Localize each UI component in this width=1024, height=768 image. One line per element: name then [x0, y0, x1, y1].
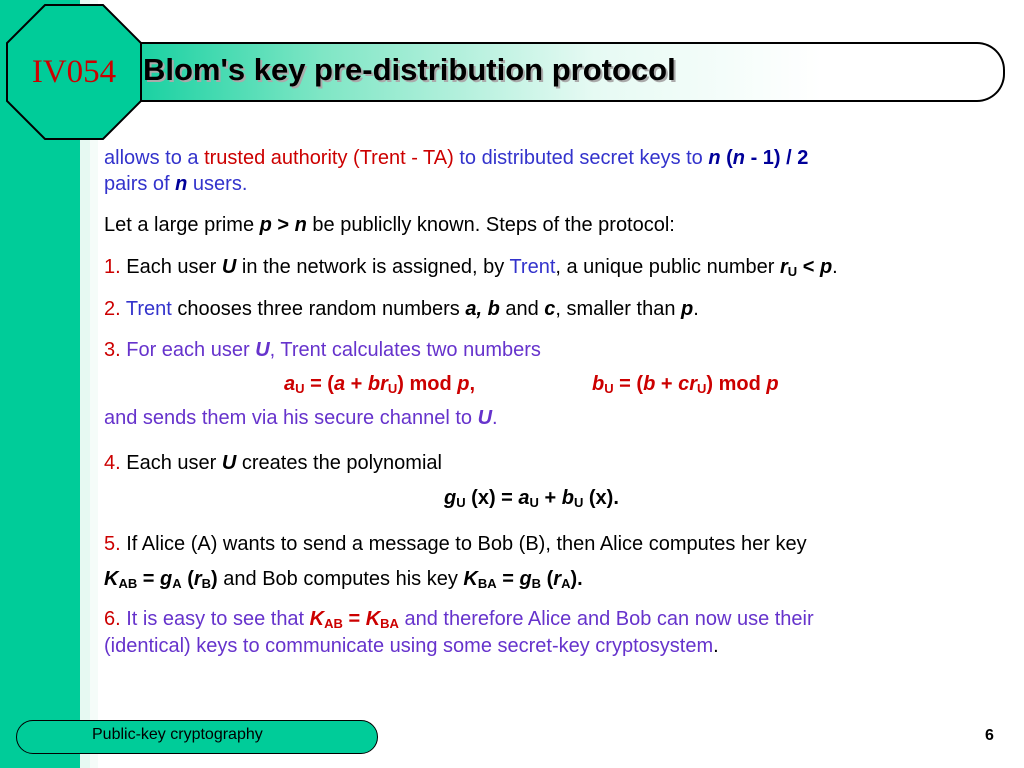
subscript: BA: [477, 576, 497, 591]
step-text: Each user: [120, 256, 222, 278]
var-r: r: [689, 373, 697, 395]
course-code: IV054: [31, 53, 117, 90]
intro-line-1: [104, 147, 808, 170]
var-p: p: [766, 373, 779, 395]
var-b: b: [367, 373, 381, 395]
var-n: n: [708, 147, 721, 169]
var-u: U: [221, 452, 237, 474]
var-g: g: [519, 568, 532, 590]
eq: = (: [613, 373, 644, 395]
gt-sign: >: [271, 214, 295, 236]
step-number: 6.: [104, 608, 121, 630]
paren-open-2: (: [720, 147, 733, 169]
subscript: U: [387, 381, 398, 396]
period: .: [492, 407, 498, 429]
step-text: If Alice (A) wants to send a message to Bob (B), then Alice computes her key: [120, 533, 807, 555]
step-number: 1.: [104, 256, 121, 278]
var-k: K: [309, 608, 325, 630]
subscript: U: [697, 381, 707, 396]
eq: =: [137, 568, 161, 590]
formula-tail: - 1) / 2: [745, 147, 809, 169]
subscript: U: [604, 381, 614, 396]
var-k: K: [365, 608, 381, 630]
var-p: p: [259, 214, 272, 236]
var-u: U: [221, 256, 237, 278]
step-text: and Bob computes his key: [217, 568, 464, 590]
step-text: and sends them via his secure channel to: [104, 407, 478, 429]
paren-open: (: [181, 568, 194, 590]
var-k: K: [463, 568, 478, 590]
var-n: n: [294, 214, 307, 236]
period: .: [832, 256, 838, 278]
step-5: [104, 533, 807, 556]
step-text: (identical) keys to communicate using some secret-key cryptosystem: [104, 635, 714, 657]
trent-text: Trent: [509, 256, 556, 278]
subscript: AB: [324, 616, 343, 631]
var-n: n: [175, 173, 188, 195]
slide-title: Blom's key pre-distribution protocol: [143, 52, 676, 87]
var-n: n: [732, 147, 746, 169]
users-text: users.: [187, 173, 248, 195]
polynomial-formula: [444, 487, 619, 510]
var-b: b: [561, 487, 574, 509]
var-k: K: [104, 568, 119, 590]
course-logo: [5, 3, 143, 141]
var-p: p: [457, 373, 470, 395]
var-b: b: [592, 373, 605, 395]
comma: ,: [469, 373, 476, 395]
var-ab: a, b: [465, 298, 500, 320]
trent-ta-text: Trent - TA: [359, 147, 448, 169]
plus: +: [345, 373, 368, 395]
paren-open: (: [541, 568, 554, 590]
step-text: in the network is assigned, by: [236, 256, 510, 278]
var-r: r: [380, 373, 388, 395]
subscript: B: [531, 576, 542, 591]
period: .: [693, 298, 699, 320]
var-c: c: [678, 373, 690, 395]
subscript: AB: [118, 576, 138, 591]
step-text: , smaller than: [555, 298, 681, 320]
step-text: , Trent calculates two numbers: [269, 339, 541, 361]
step-5-keys-line: [104, 568, 583, 591]
subscript: BA: [380, 616, 399, 631]
intro-text-2: to distributed secret keys to: [453, 147, 709, 169]
step-number: 4.: [104, 452, 121, 474]
eq: = (: [304, 373, 334, 395]
var-u: U: [255, 339, 270, 361]
page-number: 6: [985, 727, 994, 744]
step-text: , a unique public number: [555, 256, 780, 278]
paren-open: (: [347, 147, 360, 169]
var-r: r: [193, 568, 202, 590]
step-6: [104, 608, 814, 631]
var-c: c: [544, 298, 556, 320]
step-2: [104, 298, 699, 321]
intro-line-2: [104, 173, 247, 196]
paren-close: ): [447, 147, 454, 169]
eq: =: [496, 568, 520, 590]
step-3-send-line: [104, 407, 498, 430]
formula-part: (x).: [583, 487, 619, 509]
step-text: and therefore Alice and Bob can now use their: [398, 608, 814, 630]
formula-b: [592, 373, 779, 396]
paren-close: ): [211, 568, 218, 590]
eq: =: [342, 608, 366, 630]
step-number: 5.: [104, 533, 121, 555]
period: .: [713, 635, 719, 657]
prime-line: [104, 214, 675, 237]
var-a: a: [518, 487, 530, 509]
step-number: 2.: [104, 298, 121, 320]
var-g: g: [160, 568, 173, 590]
var-p: p: [819, 256, 833, 278]
subscript: U: [456, 495, 466, 510]
and-text: and: [499, 298, 545, 320]
step-text: It is easy to see that: [120, 608, 310, 630]
formula-part: (x) =: [465, 487, 519, 509]
subscript: U: [295, 381, 305, 396]
prime-text-2: be publiclly known. Steps of the protocol:: [306, 214, 675, 236]
var-b: b: [643, 373, 656, 395]
trusted-authority-text: trusted authority: [204, 147, 348, 169]
step-number: 3.: [104, 339, 121, 361]
footer-label: Public-key cryptography: [92, 726, 263, 743]
var-r: r: [779, 256, 788, 278]
step-text: chooses three random numbers: [171, 298, 466, 320]
step-1: [104, 256, 838, 279]
lt-sign: <: [797, 256, 820, 278]
paren-close: ).: [570, 568, 583, 590]
mod-text: ) mod: [397, 373, 458, 395]
step-text: For each user: [120, 339, 256, 361]
plus: +: [655, 373, 679, 395]
var-g: g: [444, 487, 457, 509]
step-4: [104, 452, 442, 475]
var-p: p: [681, 298, 694, 320]
var-a: a: [284, 373, 296, 395]
subscript: B: [201, 576, 212, 591]
intro-text: allows to a: [104, 147, 205, 169]
step-6-line-2: [104, 635, 719, 658]
pairs-text: pairs of: [104, 173, 176, 195]
plus: +: [538, 487, 562, 509]
var-u: U: [477, 407, 493, 429]
var-a: a: [333, 373, 346, 395]
var-r: r: [553, 568, 562, 590]
step-text: creates the polynomial: [236, 452, 442, 474]
subscript: U: [787, 264, 798, 279]
subscript: A: [561, 576, 571, 591]
prime-text: Let a large prime: [104, 214, 260, 236]
step-text: Each user: [120, 452, 222, 474]
subscript: U: [573, 495, 584, 510]
mod-text: ) mod: [706, 373, 767, 395]
formula-a: [284, 373, 475, 396]
trent-text: Trent: [120, 298, 172, 320]
step-3: [104, 339, 541, 362]
subscript: A: [172, 576, 182, 591]
subscript: U: [529, 495, 539, 510]
